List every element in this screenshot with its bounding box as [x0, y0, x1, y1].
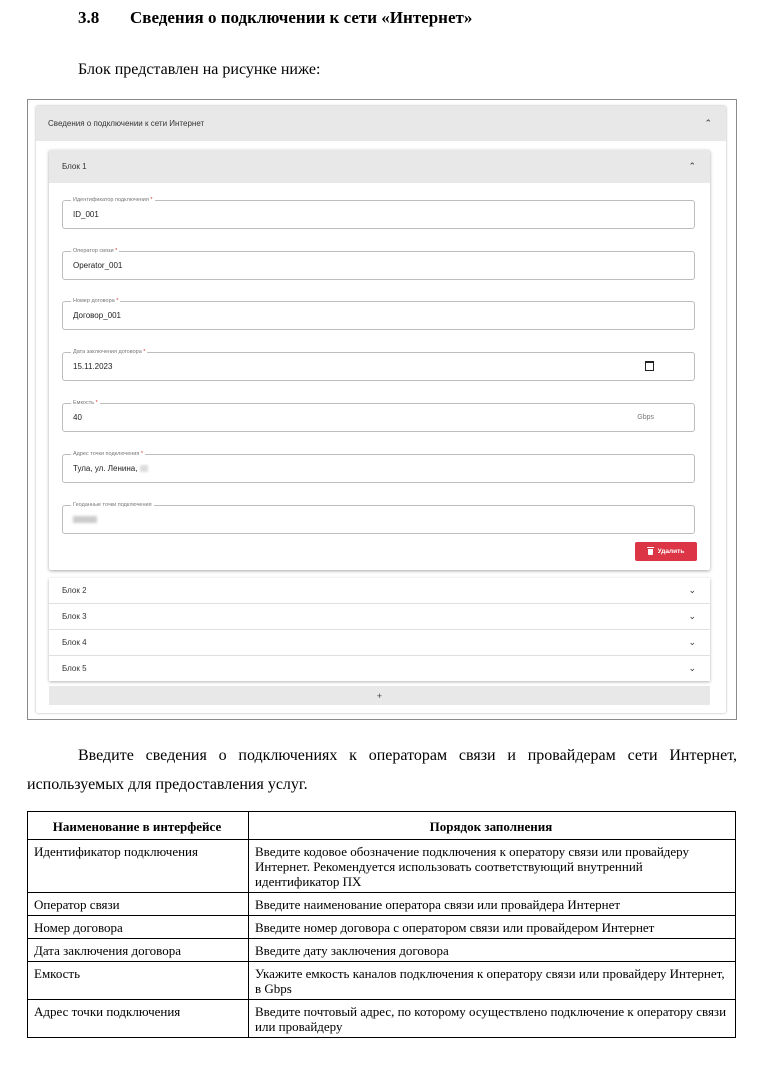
- address-label: Адрес точки подключения: [73, 451, 140, 457]
- internet-connection-panel: [36, 106, 726, 713]
- chevron-up-icon[interactable]: ⌃: [704, 118, 712, 129]
- contract-number-value: Договор_001: [73, 311, 122, 320]
- chevron-down-icon[interactable]: ⌄: [688, 611, 696, 622]
- chevron-down-icon[interactable]: ⌄: [688, 663, 696, 674]
- table-row: [28, 939, 736, 962]
- fields-description-table: [27, 811, 736, 1038]
- capacity-value: 40: [73, 413, 82, 422]
- column-header: Наименование в интерфейсе: [28, 812, 249, 840]
- panel-title: Сведения о подключении к сети Интернет: [48, 119, 205, 128]
- required-mark: *: [115, 248, 118, 254]
- chevron-up-icon[interactable]: ⌃: [688, 161, 696, 172]
- block-1-title: Блок 1: [62, 162, 87, 171]
- geodata-label: Геоданные точки подключения: [73, 502, 152, 508]
- chevron-down-icon[interactable]: ⌄: [688, 637, 696, 648]
- connection-id-field[interactable]: [62, 197, 695, 229]
- calendar-icon[interactable]: [645, 361, 654, 371]
- collapsed-blocks: [49, 578, 710, 681]
- contract-number-field[interactable]: [62, 298, 695, 330]
- table-cell: Введите кодовое обозначение подключения к оператору связи или провайдеру Интернет. Рекомендуется использовать соответствующий внутренний идентификатор ПХ: [249, 840, 736, 893]
- block-4-title: Блок 4: [62, 638, 87, 647]
- column-header: Порядок заполнения: [249, 812, 736, 840]
- plus-icon: +: [376, 690, 383, 701]
- trash-icon: [648, 549, 653, 555]
- address-field[interactable]: [62, 451, 695, 483]
- section-number: 3.8: [78, 8, 100, 27]
- block-2-header[interactable]: [49, 578, 710, 603]
- contract-date-value: 15.11.2023: [73, 362, 113, 371]
- operator-value: Operator_001: [73, 261, 123, 270]
- contract-number-label: Номер договора: [73, 298, 115, 304]
- table-cell: Дата заключения договора: [28, 939, 249, 962]
- contract-date-label: Дата заключения договора: [73, 349, 142, 355]
- address-value: Тула, ул. Ленина,: [73, 464, 138, 473]
- block-5-header[interactable]: [49, 655, 710, 681]
- table-row: [28, 1000, 736, 1038]
- table-cell: Введите почтовый адрес, по которому осуществлено подключение к оператору связи или провайдеру: [249, 1000, 736, 1038]
- block-5-title: Блок 5: [62, 664, 87, 673]
- contract-date-field[interactable]: [62, 349, 695, 381]
- connection-id-value: ID_001: [73, 210, 99, 219]
- required-mark: *: [150, 197, 153, 203]
- add-block-button[interactable]: [49, 686, 710, 705]
- table-row: [28, 916, 736, 939]
- table-row: [28, 893, 736, 916]
- capacity-field[interactable]: [62, 400, 695, 432]
- table-row: [28, 962, 736, 1000]
- block-1: [49, 150, 710, 570]
- capacity-label: Емкость: [73, 400, 95, 406]
- table-cell: Введите номер договора с оператором связи или провайдером Интернет: [249, 916, 736, 939]
- block-2-title: Блок 2: [62, 586, 87, 595]
- block-1-header[interactable]: [49, 150, 710, 183]
- block-3-title: Блок 3: [62, 612, 87, 621]
- table-cell: Номер договора: [28, 916, 249, 939]
- chevron-down-icon[interactable]: ⌄: [688, 585, 696, 596]
- table-cell: Оператор связи: [28, 893, 249, 916]
- block-3-header[interactable]: [49, 603, 710, 629]
- block-4-header[interactable]: [49, 629, 710, 655]
- connection-id-label: Идентификатор подключения: [73, 197, 149, 203]
- table-cell: Введите дату заключения договора: [249, 939, 736, 962]
- section-heading: [78, 8, 472, 28]
- table-cell: Введите наименование оператора связи или провайдера Интернет: [249, 893, 736, 916]
- required-mark: *: [116, 298, 119, 304]
- geodata-field[interactable]: [62, 502, 695, 534]
- operator-label: Оператор связи: [73, 248, 114, 254]
- capacity-unit: Gbps: [637, 414, 654, 421]
- table-cell: Емкость: [28, 962, 249, 1000]
- section-title: Сведения о подключении к сети «Интернет»: [130, 8, 473, 27]
- redacted-text: [73, 516, 97, 523]
- table-cell: Укажите емкость каналов подключения к оператору связи или провайдеру Интернет, в Gbps: [249, 962, 736, 1000]
- instruction-paragraph: [27, 741, 737, 799]
- table-header-row: [28, 812, 736, 840]
- table-row: [28, 840, 736, 893]
- paragraph-line-1: Введите сведения о подключениях к операторам связи и провайдерам сети Интернет,: [78, 747, 737, 764]
- redacted-text: [140, 465, 148, 472]
- form-screenshot: [27, 99, 737, 720]
- delete-button[interactable]: [635, 542, 697, 561]
- panel-header[interactable]: [36, 106, 726, 141]
- table-cell: Идентификатор подключения: [28, 840, 249, 893]
- required-mark: *: [95, 400, 98, 406]
- table-cell: Адрес точки подключения: [28, 1000, 249, 1038]
- required-mark: *: [143, 349, 146, 355]
- intro-text: Блок представлен на рисунке ниже:: [78, 61, 321, 78]
- operator-field[interactable]: [62, 248, 695, 280]
- paragraph-line-2: используемых для предоставления услуг.: [27, 776, 308, 793]
- delete-label: Удалить: [657, 548, 685, 555]
- required-mark: *: [140, 451, 144, 457]
